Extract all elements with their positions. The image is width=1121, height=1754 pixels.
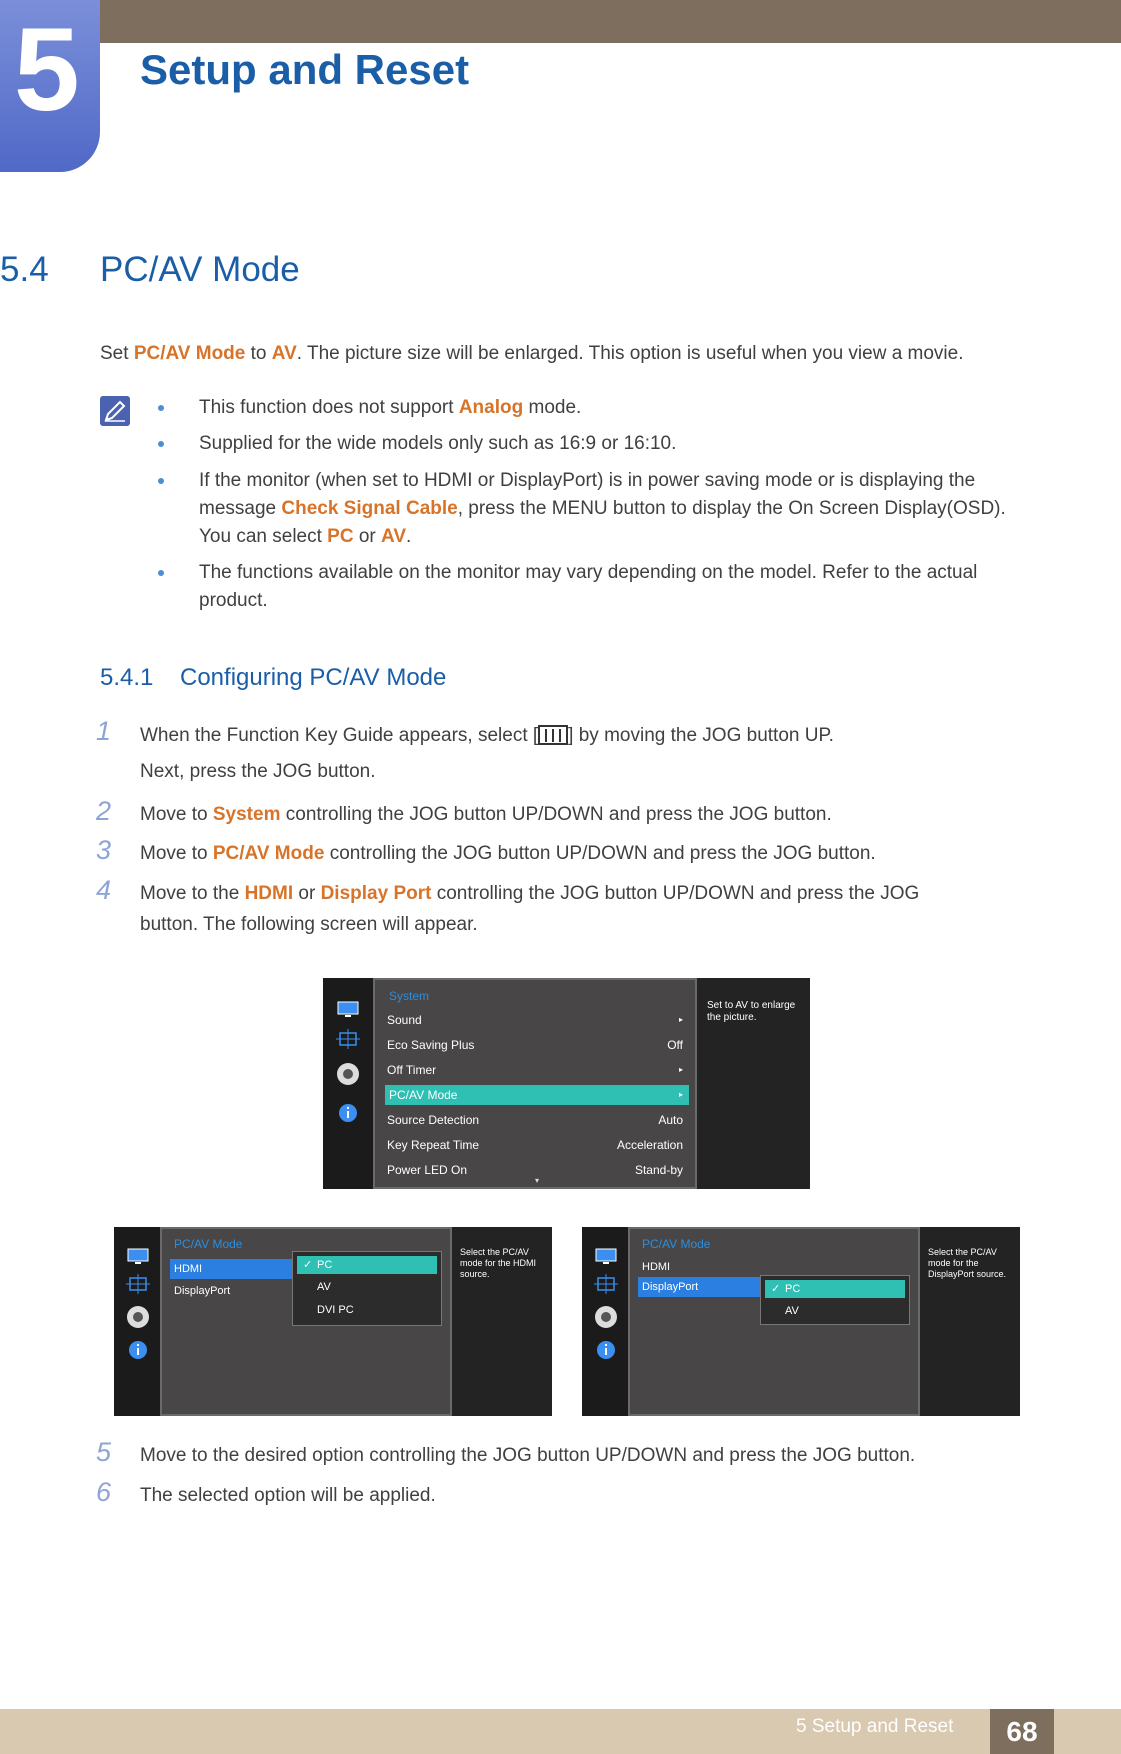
note-3: If the monitor (when set to HDMI or DisplayPort) is in power saving mode or is displaying the message Check Signal Cable, press the MENU button to display the On Screen Display(OSD). You can select PC or AV. — [199, 470, 1006, 547]
scroll-down-icon[interactable]: ▾ — [535, 1176, 540, 1185]
info-icon — [596, 1340, 616, 1360]
osd-row-eco-saving[interactable]: Eco Saving Plus Off — [387, 1038, 683, 1052]
step-number: 6 — [96, 1477, 112, 1507]
osd-menu-panel — [160, 1227, 452, 1416]
osd-help-text: Set to AV to enlarge the picture. — [697, 978, 810, 1189]
osd-row-pcav-mode[interactable]: PC/AV Mode ▸ — [385, 1085, 689, 1105]
subsection-title: Configuring PC/AV Mode — [180, 664, 447, 691]
bullet-dot — [158, 570, 164, 576]
osd-icon-bar — [114, 1227, 160, 1416]
step-5: Move to the desired option controlling the JOG button UP/DOWN and press the JOG button. — [140, 1445, 916, 1466]
osd-item-displayport[interactable]: DisplayPort — [174, 1285, 231, 1297]
osd-menu-panel — [373, 978, 697, 1189]
info-icon — [128, 1340, 148, 1360]
intro-paragraph: Set PC/AV Mode to AV. The picture size will be enlarged. This option is useful when you view a movie. — [100, 343, 964, 364]
step-number: 5 — [96, 1437, 112, 1467]
osd-pcav-displayport — [582, 1227, 1020, 1416]
osd-item-hdmi[interactable]: HDMI — [170, 1259, 294, 1279]
step-2: Move to System controlling the JOG button UP/DOWN and press the JOG button. — [140, 804, 832, 825]
osd-row-key-repeat[interactable]: Key Repeat Time Acceleration — [387, 1138, 683, 1152]
osd-item-hdmi[interactable]: HDMI — [642, 1261, 671, 1273]
osd-help-text: Select the PC/AV mode for the DisplayPort source. — [920, 1227, 1020, 1416]
osd-pcav-hdmi — [114, 1227, 552, 1416]
monitor-icon — [594, 1247, 618, 1267]
chapter-number-tab — [0, 0, 100, 172]
footer-chapter: 5 Setup and Reset — [796, 1716, 954, 1737]
step-number: 4 — [96, 875, 112, 905]
step-3: Move to PC/AV Mode controlling the JOG button UP/DOWN and press the JOG button. — [140, 843, 876, 864]
menu-grid-icon — [538, 725, 568, 745]
bullet-dot — [158, 441, 164, 447]
step-number: 3 — [96, 835, 112, 865]
section-number: 5.4 — [0, 250, 49, 289]
osd-help-text: Select the PC/AV mode for the HDMI source. — [452, 1227, 552, 1416]
monitor-icon — [336, 1000, 360, 1020]
top-bar — [0, 0, 1121, 43]
osd-menu-header: System — [389, 989, 430, 1003]
osd-submenu — [760, 1275, 910, 1325]
osd-row-sound[interactable]: Sound ▸ — [387, 1013, 683, 1027]
size-position-icon — [336, 1028, 360, 1050]
note-4: The functions available on the monitor may vary depending on the model. Refer to the actual product. — [199, 562, 978, 611]
option-av[interactable]: AV — [785, 1305, 799, 1317]
osd-icon-bar — [323, 978, 373, 1189]
gear-icon — [592, 1303, 620, 1331]
osd-item-displayport[interactable]: DisplayPort — [638, 1277, 762, 1297]
osd-menu-header: PC/AV Mode — [642, 1237, 711, 1251]
check-icon: ✓ — [303, 1259, 313, 1271]
osd-system-menu — [323, 978, 810, 1189]
chapter-number: 5 — [14, 4, 78, 136]
gear-icon — [124, 1303, 152, 1331]
step-6: The selected option will be applied. — [140, 1485, 436, 1506]
option-av[interactable]: AV — [317, 1281, 331, 1293]
info-icon — [338, 1103, 358, 1123]
note-pencil-icon — [100, 396, 130, 426]
check-icon: ✓ — [771, 1283, 781, 1295]
note-1: This function does not support Analog mode. — [199, 397, 582, 418]
page-number: 68 — [990, 1709, 1054, 1754]
osd-row-power-led[interactable]: Power LED On Stand-by — [387, 1163, 683, 1177]
size-position-icon — [126, 1273, 150, 1295]
section-title: PC/AV Mode — [100, 250, 300, 289]
osd-row-source-detection[interactable]: Source Detection Auto — [387, 1113, 683, 1127]
subsection-number: 5.4.1 — [100, 664, 154, 691]
osd-submenu — [292, 1251, 442, 1326]
note-2: Supplied for the wide models only such as 16:9 or 16:10. — [199, 433, 677, 454]
step-number: 1 — [96, 716, 112, 746]
gear-icon — [334, 1060, 362, 1088]
size-position-icon — [594, 1273, 618, 1295]
osd-row-off-timer[interactable]: Off Timer ▸ — [387, 1063, 683, 1077]
step-1: When the Function Key Guide appears, select [ ] by moving the JOG button UP. Next, press the JOG button. — [140, 725, 834, 782]
step-4: Move to the HDMI or Display Port controlling the JOG button UP/DOWN and press the JOG button. The following screen will appear. — [140, 883, 920, 935]
bullet-dot — [158, 405, 164, 411]
option-dvi-pc[interactable]: DVI PC — [317, 1304, 354, 1316]
chapter-title: Setup and Reset — [140, 46, 470, 93]
step-number: 2 — [96, 796, 112, 826]
osd-icon-bar — [582, 1227, 628, 1416]
osd-menu-header: PC/AV Mode — [174, 1237, 243, 1251]
option-pc[interactable]: ✓ PC — [297, 1256, 437, 1274]
bullet-dot — [158, 478, 164, 484]
option-pc[interactable]: ✓ PC — [765, 1280, 905, 1298]
osd-menu-panel — [628, 1227, 920, 1416]
monitor-icon — [126, 1247, 150, 1267]
